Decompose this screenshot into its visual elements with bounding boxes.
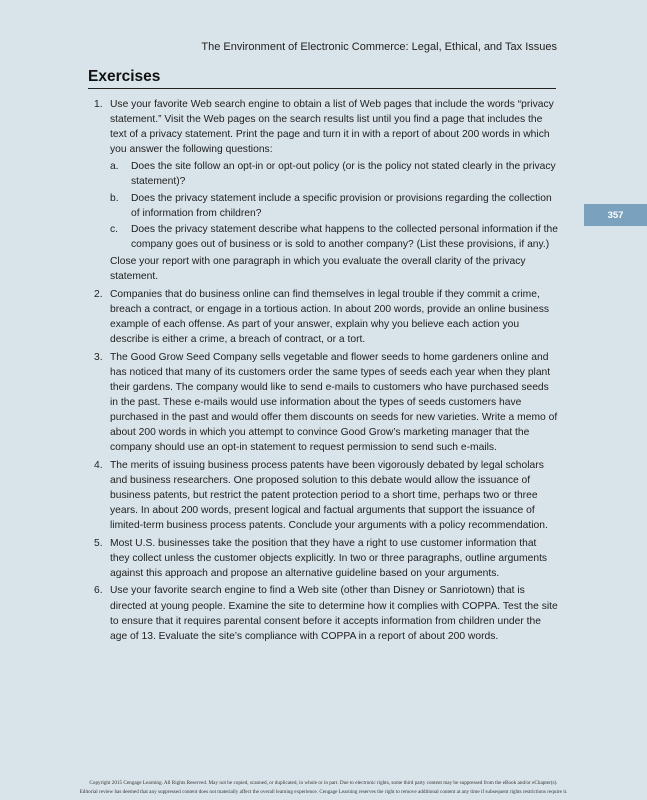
- section-title: Exercises: [88, 68, 556, 89]
- exercise-text: Use your favorite Web search engine to obtain a list of Web pages that include the words “privacy statement.” Visit the Web pages on the search results list until you find a page that includes the text of a privacy statement. Print the page and turn it in with a report of about 200 words in which you answer the following questions:: [110, 99, 554, 156]
- sub-question-letter: c.: [110, 224, 119, 236]
- exercise-number: 3.: [94, 351, 103, 363]
- exercise-number: 1.: [94, 99, 103, 110]
- exercise-4: [90, 458, 558, 533]
- copyright-line-1: Copyright 2015 Cengage Learning. All Rights Reserved. May not be copied, scanned, or duplicated, in whole or in part. Due to electronic rights, some third party content may be suppressed from the eBook and/or eChapter(s).: [89, 780, 558, 786]
- sub-question-a: [110, 159, 558, 189]
- sub-question-c: [110, 222, 558, 252]
- sub-question-b: [110, 191, 558, 221]
- exercise-1: [90, 97, 558, 284]
- exercise-text: Use your favorite search engine to find a Web site (other than Disney or Sanriotown) that is directed at young people. Examine the site to determine how it complies with COPPA. Test the site to ensure that it requires parental consent before it accepts information from children under the age of 13. Evaluate the site’s compliance with COPPA in a report of about 200 words.: [110, 585, 558, 642]
- page-number-tab: [584, 204, 647, 226]
- exercise-text: Companies that do business online can find themselves in legal trouble if they commit a crime, breach a contract, or engage in a tortious action. In about 200 words, provide an online business example of each offense. As part of your answer, explain why you believe each action you describe is either a crime, a breach of contract, or a tort.: [110, 288, 550, 345]
- page-number: 357: [607, 209, 624, 221]
- copyright-footer: [0, 779, 647, 797]
- exercise-3: [90, 350, 558, 456]
- exercise-number: 5.: [94, 537, 103, 549]
- sub-question-text: Does the site follow an opt-in or opt-out policy (or is the policy not stated clearly in the privacy statement)?: [131, 160, 556, 187]
- exercise-closing-text: Close your report with one paragraph in which you evaluate the overall clarity of the privacy statement.: [110, 255, 526, 283]
- exercise-text: The merits of issuing business process patents have been vigorously debated by legal scholars and business researchers. One proposed solution to this debate would allow the issuance of business patents, but restrict the patent protection period to a short time, perhaps two or three years. In about 200 words, present logical and factual arguments that support the issuance of limited-term business process patents. Conclude your arguments with a policy recommendation.: [110, 459, 548, 532]
- exercise-5: [90, 536, 558, 581]
- copyright-line-2: Editorial review has deemed that any suppressed content does not materially affect the overall learning experience. Cengage Learning reserves the right to remove additional content at any time if subsequent rights restrictions require it.: [79, 789, 568, 795]
- exercise-number: 6.: [94, 585, 103, 597]
- sub-question-text: Does the privacy statement include a specific provision or provisions regarding the collection of information from children?: [131, 192, 552, 219]
- exercise-list: [90, 97, 558, 646]
- exercise-number: 4.: [94, 459, 103, 471]
- exercise-text: Most U.S. businesses take the position that they have a right to use customer information that they collect unless the customer objects explicitly. In two or three paragraphs, outline arguments against this approach and propose an alternative guideline based on your arguments.: [110, 537, 548, 579]
- sub-question-list: [110, 159, 558, 253]
- exercise-text: The Good Grow Seed Company sells vegetable and flower seeds to home gardeners online and has noticed that many of its customers order the same types of seeds each year when they plant their gardens. The company would like to send e-mails to customers who have purchased seeds in the past. These e-mails would use information about the types of seeds customers have purchased in the past and would offer them discounts on seeds for new varieties. Write a memo of about 200 words in which you attempt to convince Good Grow’s marketing manager that the company should use an opt-in statement to request permission to send such e-mails.: [110, 351, 558, 454]
- sub-question-text: Does the privacy statement describe what happens to the collected personal information if the company goes out of business or is sold to another company? (List these provisions, if any.): [131, 224, 558, 251]
- exercise-number: 2.: [94, 288, 103, 300]
- sub-question-letter: a.: [110, 160, 119, 172]
- running-head: The Environment of Electronic Commerce: Legal, Ethical, and Tax Issues: [201, 41, 557, 53]
- exercise-6: [90, 583, 558, 643]
- sub-question-letter: b.: [110, 192, 119, 204]
- exercise-2: [90, 287, 558, 347]
